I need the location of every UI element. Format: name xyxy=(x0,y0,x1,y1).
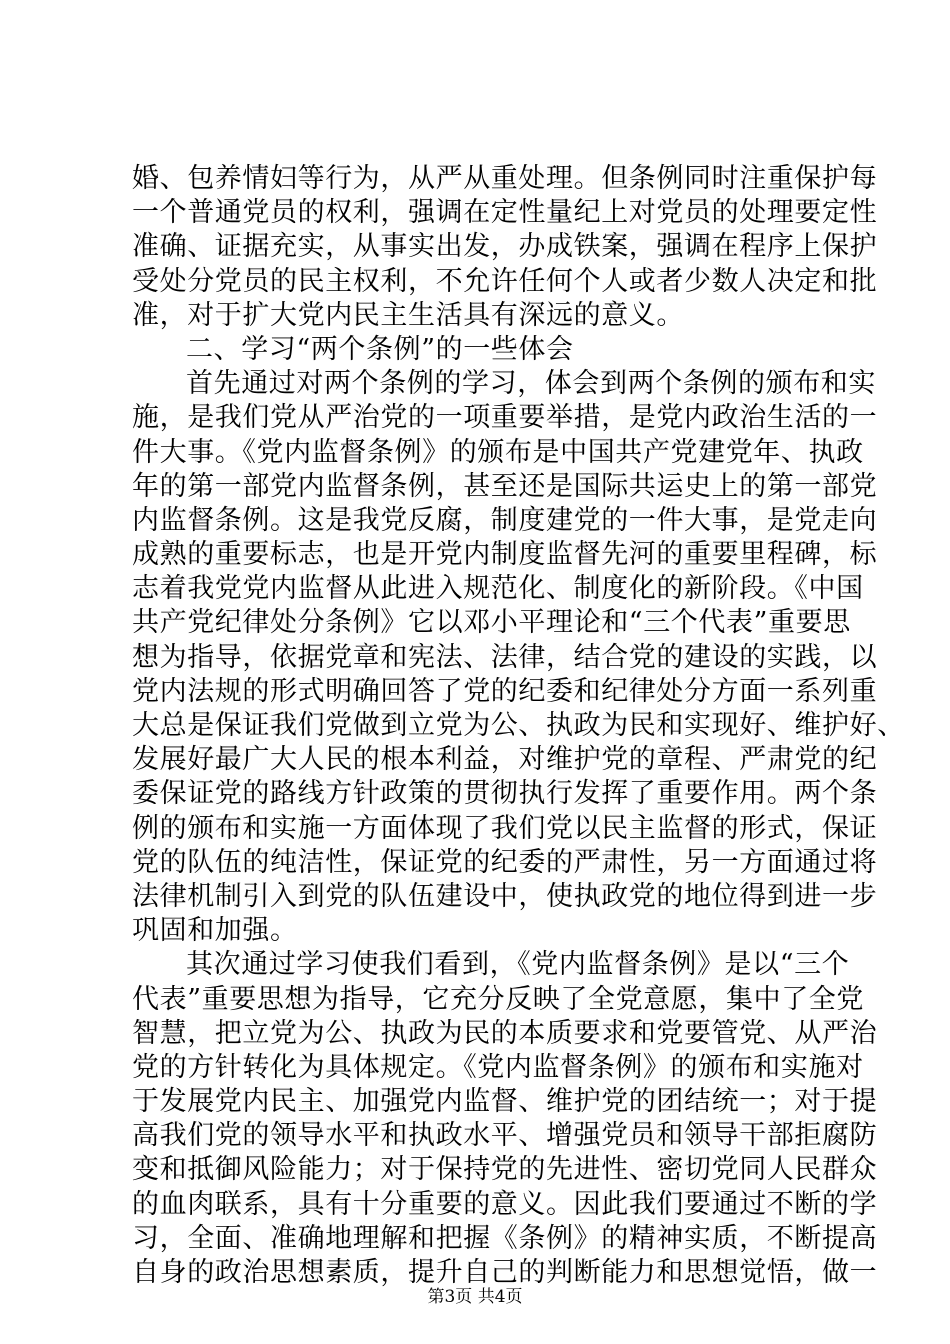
page-number: 第3页 共4页 xyxy=(427,1287,523,1307)
text-line: 习，全面、准确地理解和把握《条例》的精神实质，不断提高 xyxy=(132,1222,878,1254)
page-footer xyxy=(0,1286,950,1308)
text-line: 例的颁布和实施一方面体现了我们党以民主监督的形式，保证 xyxy=(132,812,878,844)
text-line: 成熟的重要标志，也是开党内制度监督先河的重要里程碑，标 xyxy=(132,539,878,571)
text-line: 智慧，把立党为公、执政为民的本质要求和党要管党、从严治 xyxy=(132,1017,878,1049)
text-line: 巩固和加强。 xyxy=(132,915,298,947)
text-line: 党的方针转化为具体规定。《党内监督条例》的颁布和实施对 xyxy=(132,1051,864,1083)
text-line: 的血肉联系，具有十分重要的意义。因此我们要通过不断的学 xyxy=(132,1188,878,1220)
text-line: 其次通过学习使我们看到，《党内监督条例》是以“三个 xyxy=(186,949,850,981)
text-line: 志着我党党内监督从此进入规范化、制度化的新阶段。《中国 xyxy=(132,573,864,605)
text-line: 婚、包养情妇等行为，从严从重处理。但条例同时注重保护每 xyxy=(132,163,878,194)
text-line: 自身的政治思想素质，提升自己的判断能力和思想觉悟，做一 xyxy=(132,1257,878,1288)
text-line: 党内法规的形式明确回答了党的纪委和纪律处分方面一系列重 xyxy=(132,675,878,707)
text-line: 首先通过对两个条例的学习，体会到两个条例的颁布和实 xyxy=(186,368,876,400)
text-line: 代表”重要思想为指导，它充分反映了全党意愿，集中了全党 xyxy=(132,983,865,1015)
text-line: 党的队伍的纯洁性，保证党的纪委的严肃性，另一方面通过将 xyxy=(132,846,878,878)
text-line: 年的第一部党内监督条例，甚至还是国际共运史上的第一部党 xyxy=(132,470,878,502)
document-body xyxy=(132,162,905,1290)
text-line: 施，是我们党从严治党的一项重要举措，是党内政治生活的一 xyxy=(132,402,878,434)
text-line: 变和抵御风险能力；对于保持党的先进性、密切党同人民群众 xyxy=(132,1154,878,1186)
text-line: 于发展党内民主、加强党内监督、维护党的团结统一；对于提 xyxy=(132,1086,878,1118)
text-line: 准，对于扩大党内民主生活具有深远的意义。 xyxy=(132,299,684,331)
text-line: 件大事。《党内监督条例》的颁布是中国共产党建党年、执政 xyxy=(132,436,864,468)
text-line: 准确、证据充实，从事实出发，办成铁案，强调在程序上保护 xyxy=(132,231,878,263)
text-line: 一个普通党员的权利，强调在定性量纪上对党员的处理要定性 xyxy=(132,197,878,229)
text-line: 内监督条例。这是我党反腐，制度建党的一件大事，是党走向 xyxy=(132,504,878,536)
section-heading: 二、学习“两个条例”的一些体会 xyxy=(186,333,574,365)
text-line: 法律机制引入到党的队伍建设中，使执政党的地位得到进一步 xyxy=(132,880,878,912)
text-line: 大总是保证我们党做到立党为公、执政为民和实现好、维护好、 xyxy=(132,710,905,741)
text-line: 委保证党的路线方针政策的贯彻执行发挥了重要作用。两个条 xyxy=(132,778,878,810)
text-line: 受处分党员的民主权利，不允许任何个人或者少数人决定和批 xyxy=(132,265,878,297)
text-line: 发展好最广大人民的根本利益，对维护党的章程、严肃党的纪 xyxy=(132,744,878,776)
text-line: 高我们党的领导水平和执政水平、增强党员和领导干部拒腐防 xyxy=(132,1120,878,1152)
text-line: 共产党纪律处分条例》它以邓小平理论和“三个代表”重要思 xyxy=(132,607,851,639)
text-line: 想为指导，依据党章和宪法、法律，结合党的建设的实践，以 xyxy=(132,641,878,673)
